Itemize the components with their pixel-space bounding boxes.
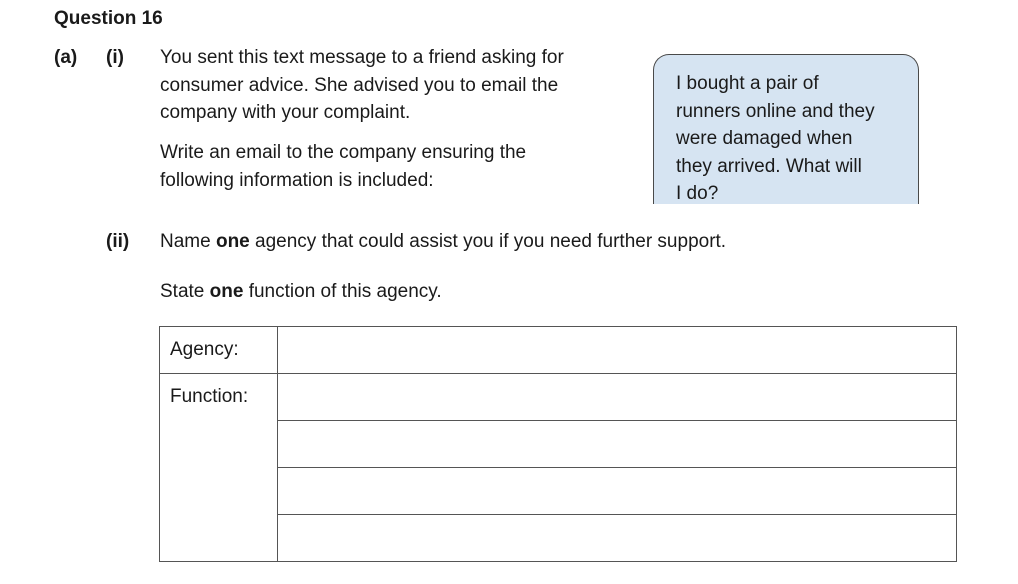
text-segment: function of this agency. (243, 281, 442, 302)
function-row (160, 515, 957, 562)
function-answer-line-3[interactable] (278, 468, 957, 515)
instruction-line: company with your complaint. (160, 102, 411, 123)
function-label: Function: (160, 374, 278, 562)
instruction-line: following information is included: (160, 169, 434, 191)
question-title: Question 16 (54, 8, 163, 29)
text-segment: State (160, 281, 210, 302)
message-line: were damaged when (676, 128, 853, 149)
instruction-name-agency (160, 228, 726, 256)
answer-table (159, 326, 957, 562)
instruction-line: You sent this text message to a friend asking for (160, 47, 564, 68)
text-message-bubble (653, 54, 919, 204)
agency-answer-box[interactable] (278, 327, 957, 374)
instruction-paragraph-2 (160, 139, 526, 191)
agency-row (160, 327, 957, 374)
sub-part-ii-label: (ii) (106, 231, 130, 252)
sub-part-i-label: (i) (106, 47, 124, 68)
instruction-line: Write an email to the company ensuring the (160, 142, 527, 163)
function-answer-line-2[interactable] (278, 421, 957, 468)
function-row (160, 468, 957, 515)
message-line: I do? (676, 183, 719, 204)
function-answer-line-1[interactable] (278, 374, 957, 421)
instruction-state-function (160, 278, 442, 306)
part-a-label: (a) (54, 47, 78, 68)
instruction-line: consumer advice. She advised you to email the (160, 74, 559, 96)
text-segment: Name (160, 231, 216, 252)
emphasis-one: one (209, 281, 244, 302)
instruction-paragraph-1 (160, 44, 564, 127)
text-segment: agency that could assist you if you need further support. (249, 231, 727, 252)
emphasis-one: one (215, 231, 250, 252)
function-row (160, 421, 957, 468)
function-answer-line-4[interactable] (278, 515, 957, 562)
message-line: runners online and they (676, 100, 875, 122)
message-line: they arrived. What will (676, 155, 862, 177)
function-row (160, 374, 957, 421)
message-line: I bought a pair of (676, 73, 819, 94)
agency-label: Agency: (160, 327, 278, 374)
